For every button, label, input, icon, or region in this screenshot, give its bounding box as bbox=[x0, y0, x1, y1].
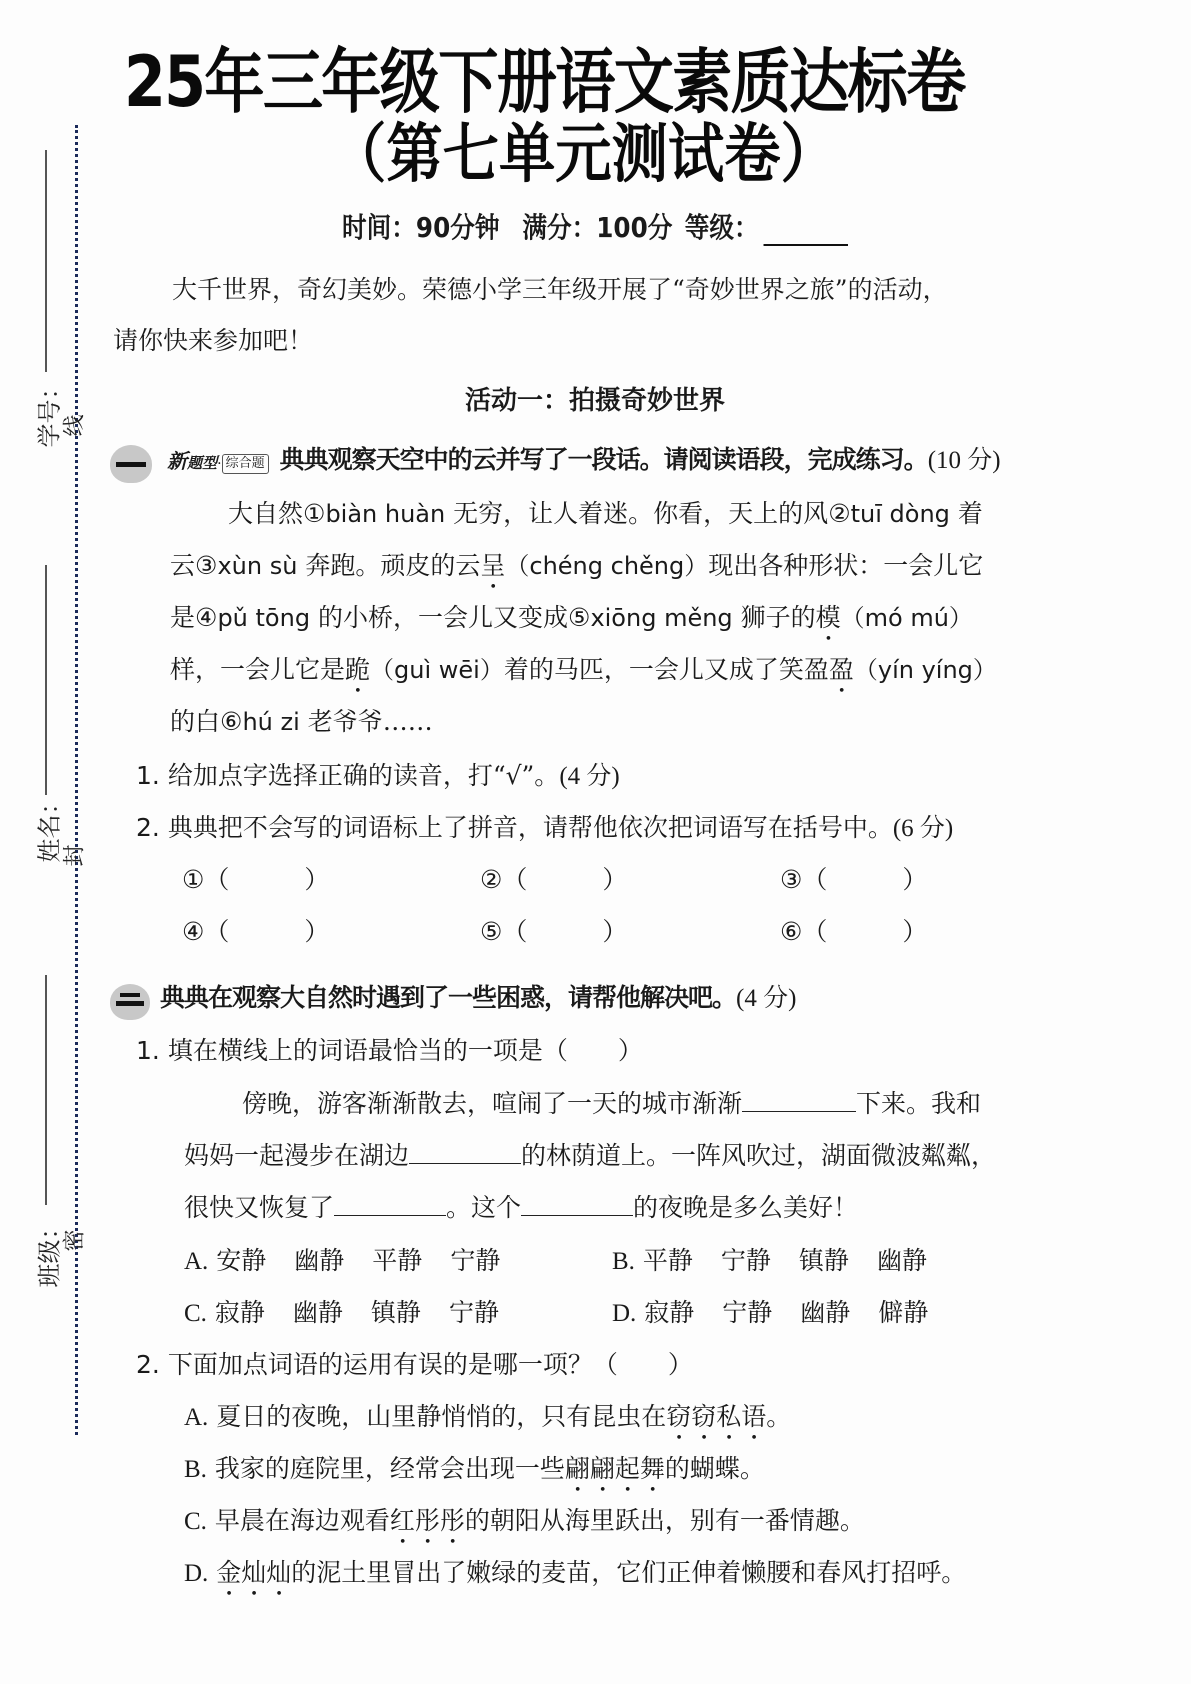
passage-line-3: 是④pǔ tōng 的小桥，一会儿又变成⑤xiōng měng 狮子的模（mó mú） bbox=[170, 603, 973, 632]
q2-option-a[interactable]: A. 夏日的夜晚，山里静悄悄的，只有昆虫在窃窃私语。 bbox=[184, 1402, 792, 1431]
class-label: 班级： bbox=[35, 1215, 64, 1288]
seal-char-line: 线 bbox=[62, 414, 88, 437]
answer-slot-3[interactable]: ③（ ） bbox=[780, 865, 928, 894]
intro-line-1: 大千世界，奇幻美妙。荣德小学三年级开展了“奇妙世界之旅”的活动， bbox=[172, 275, 948, 304]
full-score: 满分：100分 bbox=[522, 211, 673, 244]
option-d[interactable]: D. 寂静 宁静 幽静 僻静 bbox=[612, 1298, 929, 1327]
seal-char-seal: 封 bbox=[62, 844, 88, 867]
new-tag: 新 bbox=[167, 449, 188, 473]
fill-blank[interactable] bbox=[742, 1085, 856, 1112]
question-2-1: 1. 填在横线上的词语最恰当的一项是（ ） bbox=[136, 1036, 643, 1065]
fill-blank[interactable] bbox=[334, 1189, 446, 1216]
class-blank[interactable] bbox=[45, 975, 47, 1205]
passage-line-2: 云③xùn sù 奔跑。顽皮的云呈（chéng chěng）现出各种形状：一会儿它 bbox=[170, 551, 984, 580]
intro-line-2: 请你快来参加吧！ bbox=[113, 326, 314, 355]
option-b[interactable]: B. 平静 宁静 镇静 幽静 bbox=[612, 1246, 927, 1275]
reading-choice[interactable]: （mó mú） bbox=[840, 604, 973, 632]
fill-passage-line-3: 很快又恢复了 。这个 的夜晚是多么美好！ bbox=[184, 1189, 858, 1226]
q2-option-b[interactable]: B. 我家的庭院里，经常会出现一些翩翩起舞的蝴蝶。 bbox=[184, 1454, 765, 1483]
grade-label: 等级： bbox=[684, 211, 759, 244]
dotted-char: 模 bbox=[815, 603, 841, 632]
fill-passage-line-1: 傍晚，游客渐渐散去，喧闹了一天的城市渐渐 下来。我和 bbox=[242, 1085, 981, 1122]
fill-blank[interactable] bbox=[521, 1189, 633, 1216]
reading-choice[interactable]: （chéng chěng） bbox=[505, 552, 709, 580]
answer-slot-5[interactable]: ⑤（ ） bbox=[480, 917, 628, 946]
time-limit: 时间：90分钟 bbox=[342, 211, 500, 244]
section-1-instruction: 典典观察天空中的云并写了一段话。请阅读语段，完成练习。 bbox=[279, 445, 928, 474]
section-number-badge-icon bbox=[110, 445, 152, 483]
page-subtitle: （第七单元测试卷） bbox=[330, 118, 837, 192]
answer-slot-4[interactable]: ④（ ） bbox=[182, 917, 330, 946]
reading-choice[interactable]: （yín yíng） bbox=[853, 656, 997, 684]
activity-title: 活动一：拍摄奇妙世界 bbox=[465, 386, 726, 416]
answer-slot-1[interactable]: ①（ ） bbox=[182, 865, 330, 894]
section-number-badge-icon bbox=[110, 984, 150, 1020]
student-id-blank[interactable] bbox=[45, 150, 47, 372]
question-2-2: 2. 下面加点词语的运用有误的是哪一项？（ ） bbox=[136, 1350, 693, 1379]
dotted-char: 跪 bbox=[345, 655, 371, 684]
q2-option-c[interactable]: C. 早晨在海边观看红彤彤的朝阳从海里跃出，别有一番情趣。 bbox=[184, 1506, 865, 1535]
question-1-1: 1. 给加点字选择正确的读音，打“√”。(4 分) bbox=[136, 761, 620, 790]
dotted-phrase: 窃窃私语 bbox=[666, 1402, 767, 1431]
exam-meta bbox=[342, 210, 848, 246]
dotted-phrase: 金灿灿 bbox=[216, 1558, 292, 1587]
grade-blank[interactable] bbox=[764, 216, 848, 246]
student-id-label: 学号： bbox=[35, 375, 64, 448]
page-title: 25年三年级下册语文素质达标卷 bbox=[124, 41, 965, 123]
answer-slot-2[interactable]: ②（ ） bbox=[480, 865, 628, 894]
dotted-phrase: 红彤彤 bbox=[389, 1506, 465, 1535]
answer-slot-6[interactable]: ⑥（ ） bbox=[780, 917, 928, 946]
section-2-header bbox=[110, 978, 796, 1020]
option-a[interactable]: A. 安静 幽静 平静 宁静 bbox=[184, 1246, 501, 1275]
q2-option-d[interactable]: D. 金灿灿的泥土里冒出了嫩绿的麦苗，它们正伸着懒腰和春风打招呼。 bbox=[184, 1558, 967, 1587]
seal-char-secret: 密 bbox=[62, 1229, 88, 1252]
option-c[interactable]: C. 寂静 幽静 镇静 宁静 bbox=[184, 1298, 499, 1327]
reading-choice[interactable]: （guì wēi） bbox=[370, 656, 504, 684]
question-1-2: 2. 典典把不会写的词语标上了拼音，请帮他依次把词语写在括号中。(6 分) bbox=[136, 813, 954, 842]
dotted-char: 盈 bbox=[828, 655, 854, 684]
dotted-phrase: 翩翩起舞 bbox=[564, 1454, 665, 1483]
fill-passage-line-2: 妈妈一起漫步在湖边 的林荫道上。一阵风吹过，湖面微波粼粼， bbox=[184, 1137, 996, 1174]
passage-line-4: 样，一会儿它是跪（guì wēi）着的马匹，一会儿又成了笑盈盈（yín yíng） bbox=[170, 655, 997, 684]
section-2-instruction: 典典在观察大自然时遇到了一些困惑，请帮他解决吧。 bbox=[160, 983, 737, 1012]
fill-blank[interactable] bbox=[409, 1137, 521, 1164]
section-2-points: (4 分) bbox=[736, 985, 797, 1012]
section-1-header: 新题型· 综合题 典典观察天空中的云并写了一段话。请阅读语段，完成练习。(10 分) bbox=[110, 440, 1001, 483]
name-blank[interactable] bbox=[45, 565, 47, 795]
name-label: 姓名： bbox=[35, 790, 64, 863]
dotted-char: 呈 bbox=[480, 551, 506, 580]
section-1-points: (10 分) bbox=[927, 447, 1001, 474]
passage-line-1: 大自然①biàn huàn 无穷，让人着迷。你看，天上的风②tuī dòng 着 bbox=[228, 499, 983, 528]
type-tag: 综合题 bbox=[222, 454, 269, 474]
passage-line-5: 的白⑥hú zi 老爷爷…… bbox=[170, 707, 433, 736]
